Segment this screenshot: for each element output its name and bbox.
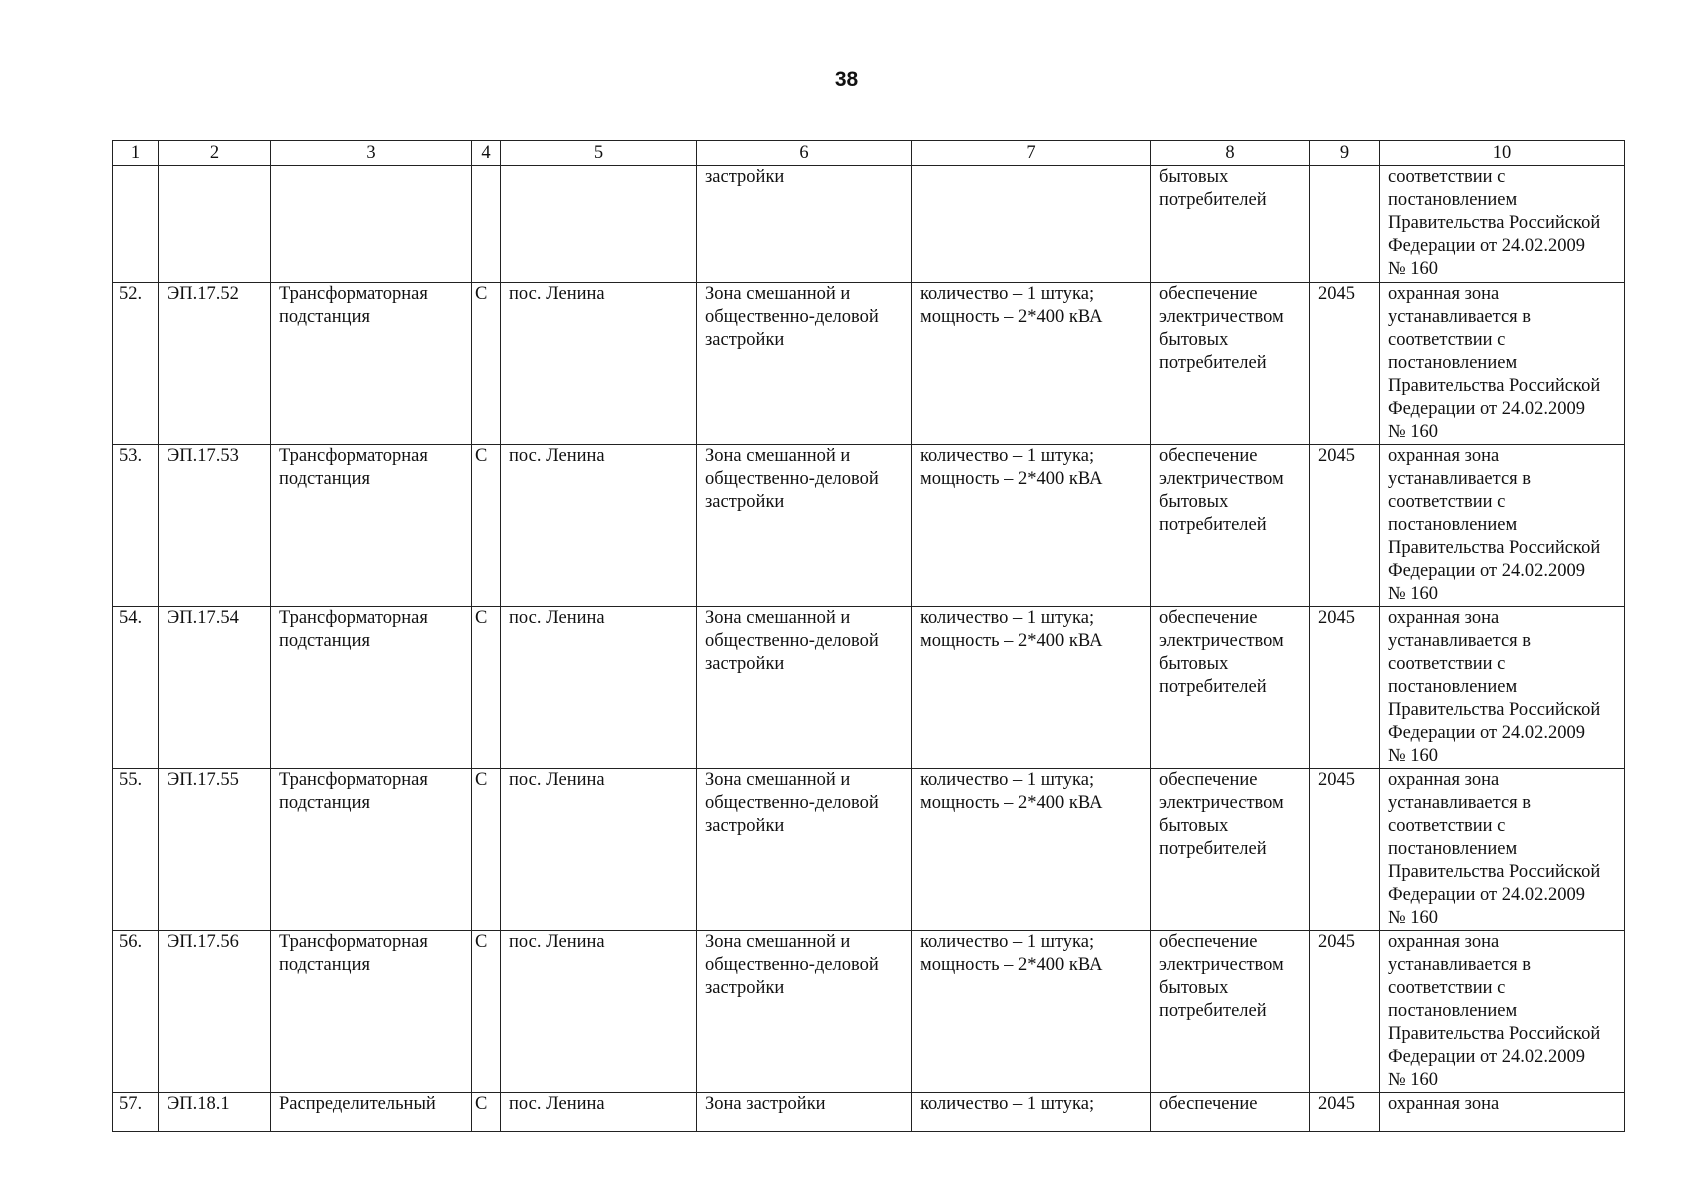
cell-parameters: количество – 1 штука; мощность – 2*400 кВА <box>912 283 1151 445</box>
table-cell <box>472 166 501 283</box>
cell-type: С <box>472 283 501 445</box>
cell-code: ЭП.17.55 <box>159 769 271 931</box>
cell-type: С <box>472 931 501 1093</box>
cell-restrictions: охранная зона устанавливается в соответствии с постановлением Правительства Российской Федерации от 24.02.2009 № 160 <box>1380 607 1625 769</box>
cell-year: 2045 <box>1310 283 1380 445</box>
cell-zone: Зона смешанной и общественно-деловой застройки <box>697 283 912 445</box>
cell-location: пос. Ленина <box>501 445 697 607</box>
cell-location: пос. Ленина <box>501 607 697 769</box>
cell-row-number: 57. <box>113 1093 159 1132</box>
facilities-table <box>112 140 1625 1132</box>
column-header: 3 <box>271 141 472 166</box>
cell-purpose: обеспечение электричеством бытовых потребителей <box>1151 931 1310 1093</box>
cell-zone: Зона смешанной и общественно-деловой застройки <box>697 607 912 769</box>
cell-location: пос. Ленина <box>501 769 697 931</box>
column-header: 10 <box>1380 141 1625 166</box>
continuation-row <box>113 166 1625 283</box>
cell-purpose: бытовых потребителей <box>1151 166 1310 283</box>
cell-location: пос. Ленина <box>501 931 697 1093</box>
cell-code: ЭП.17.54 <box>159 607 271 769</box>
cell-parameters: количество – 1 штука; мощность – 2*400 кВА <box>912 769 1151 931</box>
table-row <box>113 1093 1625 1132</box>
cell-row-number: 56. <box>113 931 159 1093</box>
cell-zone: Зона смешанной и общественно-деловой застройки <box>697 769 912 931</box>
cell-type: С <box>472 445 501 607</box>
cell-purpose: обеспечение электричеством бытовых потребителей <box>1151 607 1310 769</box>
cell-name: Трансформаторная подстанция <box>271 607 472 769</box>
column-header: 2 <box>159 141 271 166</box>
cell-parameters: количество – 1 штука; <box>912 1093 1151 1132</box>
cell-code: ЭП.17.56 <box>159 931 271 1093</box>
cell-purpose: обеспечение электричеством бытовых потребителей <box>1151 769 1310 931</box>
cell-location: пос. Ленина <box>501 1093 697 1132</box>
table-cell <box>159 166 271 283</box>
cell-code: ЭП.18.1 <box>159 1093 271 1132</box>
table-cell <box>912 166 1151 283</box>
cell-zone: Зона смешанной и общественно-деловой застройки <box>697 931 912 1093</box>
column-header: 4 <box>472 141 501 166</box>
cell-parameters: количество – 1 штука; мощность – 2*400 кВА <box>912 931 1151 1093</box>
table-row <box>113 283 1625 445</box>
cell-code: ЭП.17.52 <box>159 283 271 445</box>
cell-year: 2045 <box>1310 607 1380 769</box>
cell-type: С <box>472 1093 501 1132</box>
cell-name: Трансформаторная подстанция <box>271 931 472 1093</box>
cell-row-number: 52. <box>113 283 159 445</box>
cell-row-number: 55. <box>113 769 159 931</box>
cell-parameters: количество – 1 штука; мощность – 2*400 кВА <box>912 607 1151 769</box>
cell-restrictions: охранная зона устанавливается в соответствии с постановлением Правительства Российской Федерации от 24.02.2009 № 160 <box>1380 283 1625 445</box>
cell-restrictions: охранная зона устанавливается в соответствии с постановлением Правительства Российской Федерации от 24.02.2009 № 160 <box>1380 931 1625 1093</box>
cell-type: С <box>472 769 501 931</box>
cell-name: Трансформаторная подстанция <box>271 283 472 445</box>
cell-restrictions: охранная зона устанавливается в соответствии с постановлением Правительства Российской Федерации от 24.02.2009 № 160 <box>1380 769 1625 931</box>
cell-year: 2045 <box>1310 769 1380 931</box>
cell-row-number: 54. <box>113 607 159 769</box>
column-header: 6 <box>697 141 912 166</box>
column-header: 5 <box>501 141 697 166</box>
table-row <box>113 769 1625 931</box>
column-header: 9 <box>1310 141 1380 166</box>
table-cell <box>501 166 697 283</box>
cell-parameters: количество – 1 штука; мощность – 2*400 кВА <box>912 445 1151 607</box>
table-row <box>113 445 1625 607</box>
cell-code: ЭП.17.53 <box>159 445 271 607</box>
cell-name: Трансформаторная подстанция <box>271 445 472 607</box>
cell-zone: застройки <box>697 166 912 283</box>
table-cell <box>1310 166 1380 283</box>
cell-row-number: 53. <box>113 445 159 607</box>
table-row <box>113 931 1625 1093</box>
cell-purpose: обеспечение электричеством бытовых потребителей <box>1151 445 1310 607</box>
cell-year: 2045 <box>1310 931 1380 1093</box>
cell-year: 2045 <box>1310 445 1380 607</box>
cell-name: Распределительный <box>271 1093 472 1132</box>
cell-restrictions: охранная зона устанавливается в соответствии с постановлением Правительства Российской Федерации от 24.02.2009 № 160 <box>1380 445 1625 607</box>
cell-type: С <box>472 607 501 769</box>
column-header: 1 <box>113 141 159 166</box>
table-cell <box>271 166 472 283</box>
column-header: 8 <box>1151 141 1310 166</box>
cell-name: Трансформаторная подстанция <box>271 769 472 931</box>
cell-zone: Зона смешанной и общественно-деловой застройки <box>697 445 912 607</box>
table-cell <box>113 166 159 283</box>
cell-purpose: обеспечение электричеством бытовых потребителей <box>1151 283 1310 445</box>
cell-restrictions: соответствии с постановлением Правительства Российской Федерации от 24.02.2009 № 160 <box>1380 166 1625 283</box>
column-number-header-row <box>113 141 1625 166</box>
table-row <box>113 607 1625 769</box>
page-number: 38 <box>834 68 859 91</box>
cell-purpose: обеспечение <box>1151 1093 1310 1132</box>
cell-zone: Зона застройки <box>697 1093 912 1132</box>
column-header: 7 <box>912 141 1151 166</box>
cell-location: пос. Ленина <box>501 283 697 445</box>
cell-restrictions: охранная зона <box>1380 1093 1625 1132</box>
cell-year: 2045 <box>1310 1093 1380 1132</box>
